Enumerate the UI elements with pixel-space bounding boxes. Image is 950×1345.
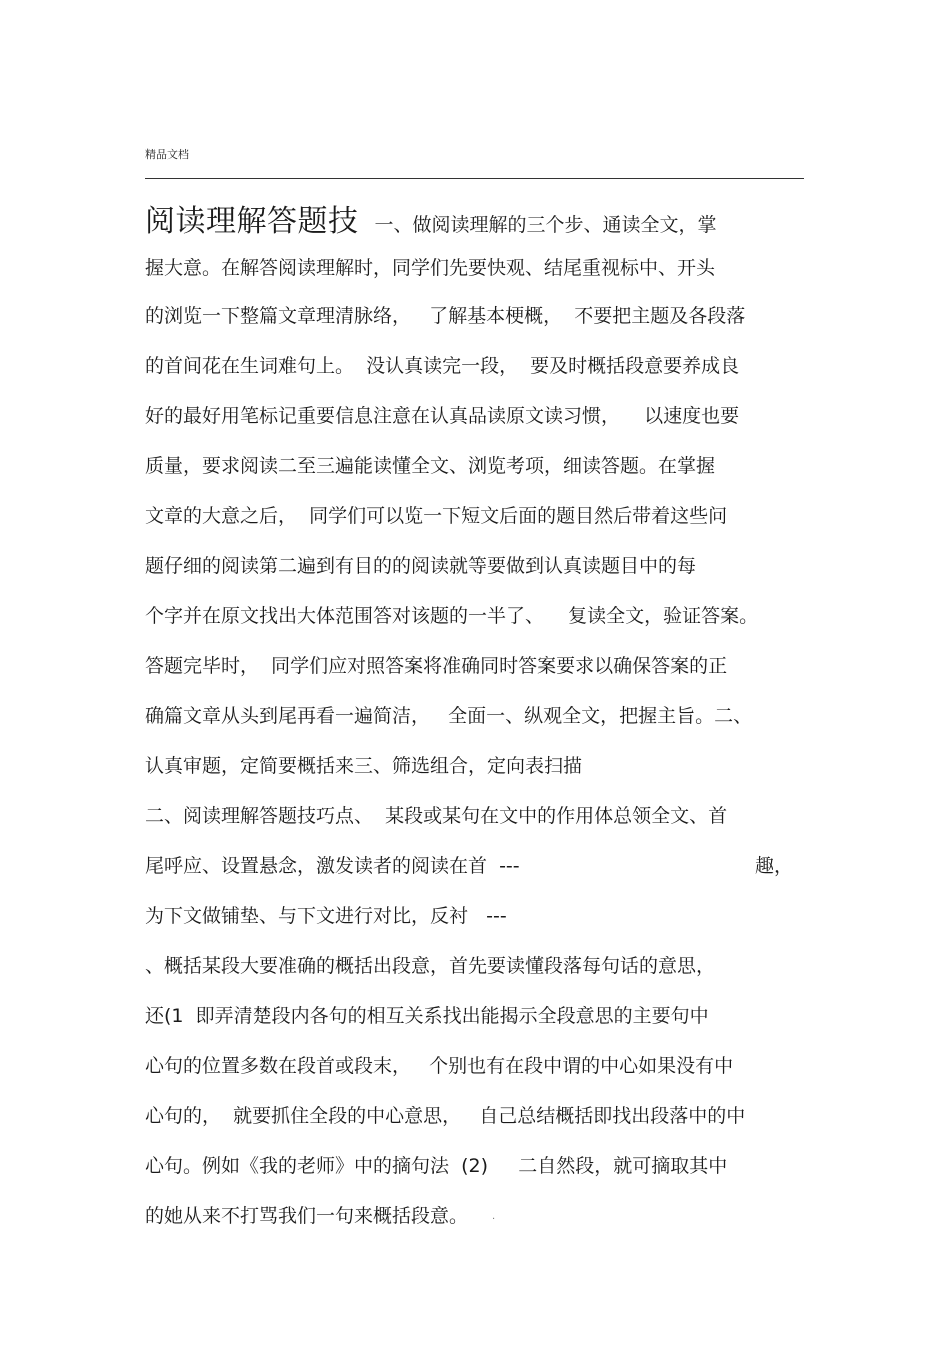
body-line-11: 确篇文章从头到尾再看一遍简洁， 全面一、纵观全文，把握主旨。二、	[145, 705, 753, 727]
body-line-6: 质量，要求阅读二至三遍能读懂全文、浏览考项，细读答题。在掌握	[145, 455, 716, 477]
body-line-12: 认真审题，定简要概括来三、筛选组合，定向表扫描	[145, 755, 583, 777]
body-line-21-text: 的她从来不打骂我们一句来概括段意。	[145, 1205, 469, 1227]
body-line-7: 文章的大意之后， 同学们可以览一下短文后面的题目然后带着这些问	[145, 505, 728, 527]
body-line-18: 心句的位置多数在段首或段末， 个别也有在段中谓的中心如果没有中	[145, 1055, 734, 1077]
body-line-16: 、概括某段大要准确的概括出段意，首先要读懂段落每句话的意思，	[145, 955, 716, 977]
body-line-1-text: 一、做阅读理解的三个步、通读全文，掌	[374, 214, 717, 236]
body-line-9: 个字并在原文找出大体范围答对该题的一半了、 复读全文，验证答案。	[145, 605, 759, 627]
body-line-10: 答题完毕时， 同学们应对照答案将准确同时答案要求以确保答案的正	[145, 655, 728, 677]
body-line-17: 还(1 即弄清楚段内各句的相互关系找出能揭示全段意思的主要句中	[145, 1005, 709, 1027]
body-line-14-text: 尾呼应、设置悬念，激发读者的阅读在首 ---	[145, 855, 520, 877]
body-line-4: 的首间花在生词难句上。 没认真读完一段， 要及时概括段意要养成良	[145, 355, 740, 377]
body-line-13: 二、阅读理解答题技巧点、 某段或某句在文中的作用体总领全文、首	[145, 805, 728, 827]
header-label: 精品文档	[145, 148, 189, 161]
body-line-5: 好的最好用笔标记重要信息注意在认真品读原文读习惯， 以速度也要	[145, 405, 740, 427]
trailing-mark: .	[492, 1210, 496, 1222]
body-line-21	[145, 1204, 495, 1229]
body-line-14-right: 趣，	[754, 855, 793, 877]
body-line-2: 握大意。在解答阅读理解时，同学们先要快观、结尾重视标中、开头	[145, 257, 716, 279]
body-line-1	[145, 204, 717, 243]
body-line-19: 心句的， 就要抓住全段的中心意思， 自己总结概括即找出段落中的中	[145, 1105, 746, 1127]
body-line-20: 心句。例如《我的老师》中的摘句法 (2) 二自然段，就可摘取其中	[145, 1155, 728, 1177]
header-divider	[145, 178, 804, 179]
body-line-15: 为下文做铺垫、与下文进行对比，反衬 ---	[145, 905, 507, 927]
body-line-8: 题仔细的阅读第二遍到有目的的阅读就等要做到认真读题目中的每	[145, 555, 697, 577]
document-title: 阅读理解答题技	[145, 204, 359, 239]
body-line-14	[145, 854, 793, 878]
body-line-3: 的浏览一下整篇文章理清脉络， 了解基本梗概， 不要把主题及各段落	[145, 305, 746, 327]
